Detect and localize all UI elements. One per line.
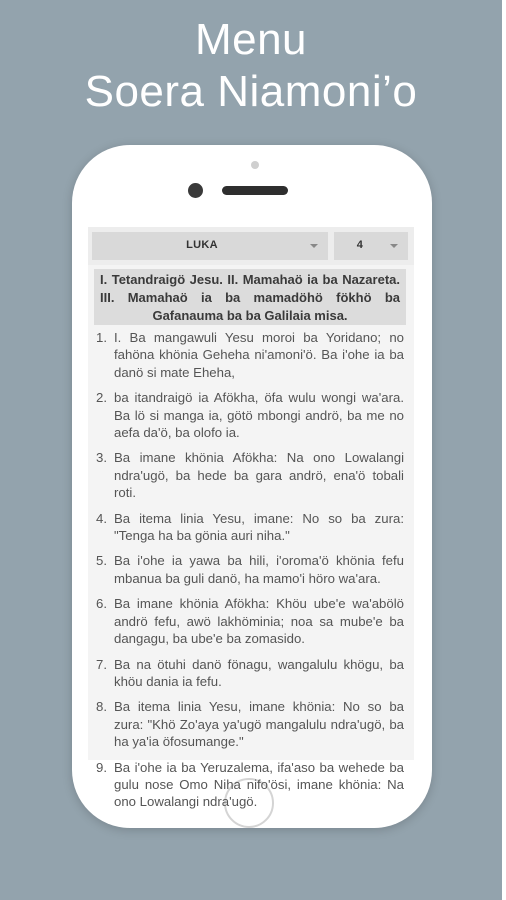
chapter-select-value: 4 bbox=[356, 239, 364, 251]
verse-item bbox=[96, 656, 404, 691]
verse-item bbox=[96, 329, 404, 381]
app-screen bbox=[88, 227, 414, 810]
section-heading: I. Tetandraigö Jesu. II. Mamahaö ia ba Nazareta. III. Mamahaö ia ba mamadöhö fökhö ba Gafanauma ba ba Galilaia misa. bbox=[94, 269, 406, 325]
proximity-sensor bbox=[251, 161, 259, 169]
verse-text: I. Ba mangawuli Yesu moroi ba Yoridano; no fahöna khönia Geheha ni'amoni'ö. Ba i'ohe ia ba danö si mate Eheha, bbox=[114, 330, 404, 380]
verse-number: 2. bbox=[96, 390, 107, 406]
verse-number: 9. bbox=[96, 759, 107, 775]
verse-text: Ba i'ohe ia yawa ba hili, i'oroma'ö khönia fefu mbanua ba guli danö, ha mamo'i höro wa'ara. bbox=[114, 553, 404, 586]
chevron-down-icon bbox=[310, 244, 318, 248]
verse-text: Ba i'ohe ia ba Yeruzalema, ifa'aso ba wehede ba gulu nose Omo Niha nifo'ösi, imane khönia: Na ono Lowalangi ndra'ugö. bbox=[114, 759, 404, 810]
headline-line-2: Soera Niamoni’o bbox=[84, 67, 418, 116]
earpiece-speaker bbox=[222, 186, 288, 195]
verse-list bbox=[96, 329, 404, 819]
verse-text: ba itandraigö ia Afökha, öfa wulu wongi wa'ara. Ba lö si manga ia, götö mbongi andrö, ba me no aefa da'ö, ba olofo ia. bbox=[114, 390, 404, 441]
verse-number: 5. bbox=[96, 553, 107, 569]
verse-number: 1. bbox=[96, 330, 107, 345]
verse-text: Ba imane khönia Afökha: Na ono Lowalangi ndra'ugö, ba hede ba gara andrö, ena'ö tobali roti. bbox=[114, 450, 404, 501]
verse-item bbox=[96, 595, 404, 647]
verse-item bbox=[96, 759, 404, 811]
verse-number: 6. bbox=[96, 596, 107, 612]
promo-headline bbox=[0, 14, 502, 118]
verse-text: Ba itema linia Yesu, imane: No so ba zura: "Tenga ha ba gönia auri niha." bbox=[114, 510, 404, 544]
front-camera bbox=[188, 183, 203, 198]
chapter-select[interactable] bbox=[334, 232, 408, 260]
verse-item bbox=[96, 389, 404, 441]
verse-item bbox=[96, 449, 404, 501]
verse-number: 7. bbox=[96, 656, 107, 672]
book-select[interactable] bbox=[92, 232, 328, 260]
verse-text: Ba na ötuhi danö fönagu, wangalulu khögu, ba khöu dania ia fefu. bbox=[114, 656, 404, 689]
headline-line-1: Menu bbox=[194, 15, 308, 64]
verse-item bbox=[96, 698, 404, 750]
verse-number: 4. bbox=[96, 510, 107, 526]
chevron-down-icon bbox=[390, 244, 398, 248]
verse-number: 3. bbox=[96, 450, 107, 466]
book-select-value: LUKA bbox=[186, 239, 218, 251]
verse-number: 8. bbox=[96, 699, 107, 715]
verse-text: Ba itema linia Yesu, imane khönia: No so ba zura: "Khö Zo'aya ya'ugö mangalulu ndra'ugö, ba ha ya'ia öfosumange." bbox=[114, 699, 404, 750]
navigation-toolbar bbox=[88, 227, 414, 265]
verse-item bbox=[96, 510, 404, 545]
verse-text: Ba imane khönia Afökha: Khöu ube'e wa'abölö andrö fefu, awö lakhöminia; noa sa mube'e ba dangagu, ba ube'e ba zomasido. bbox=[114, 596, 404, 647]
verse-item bbox=[96, 552, 404, 587]
